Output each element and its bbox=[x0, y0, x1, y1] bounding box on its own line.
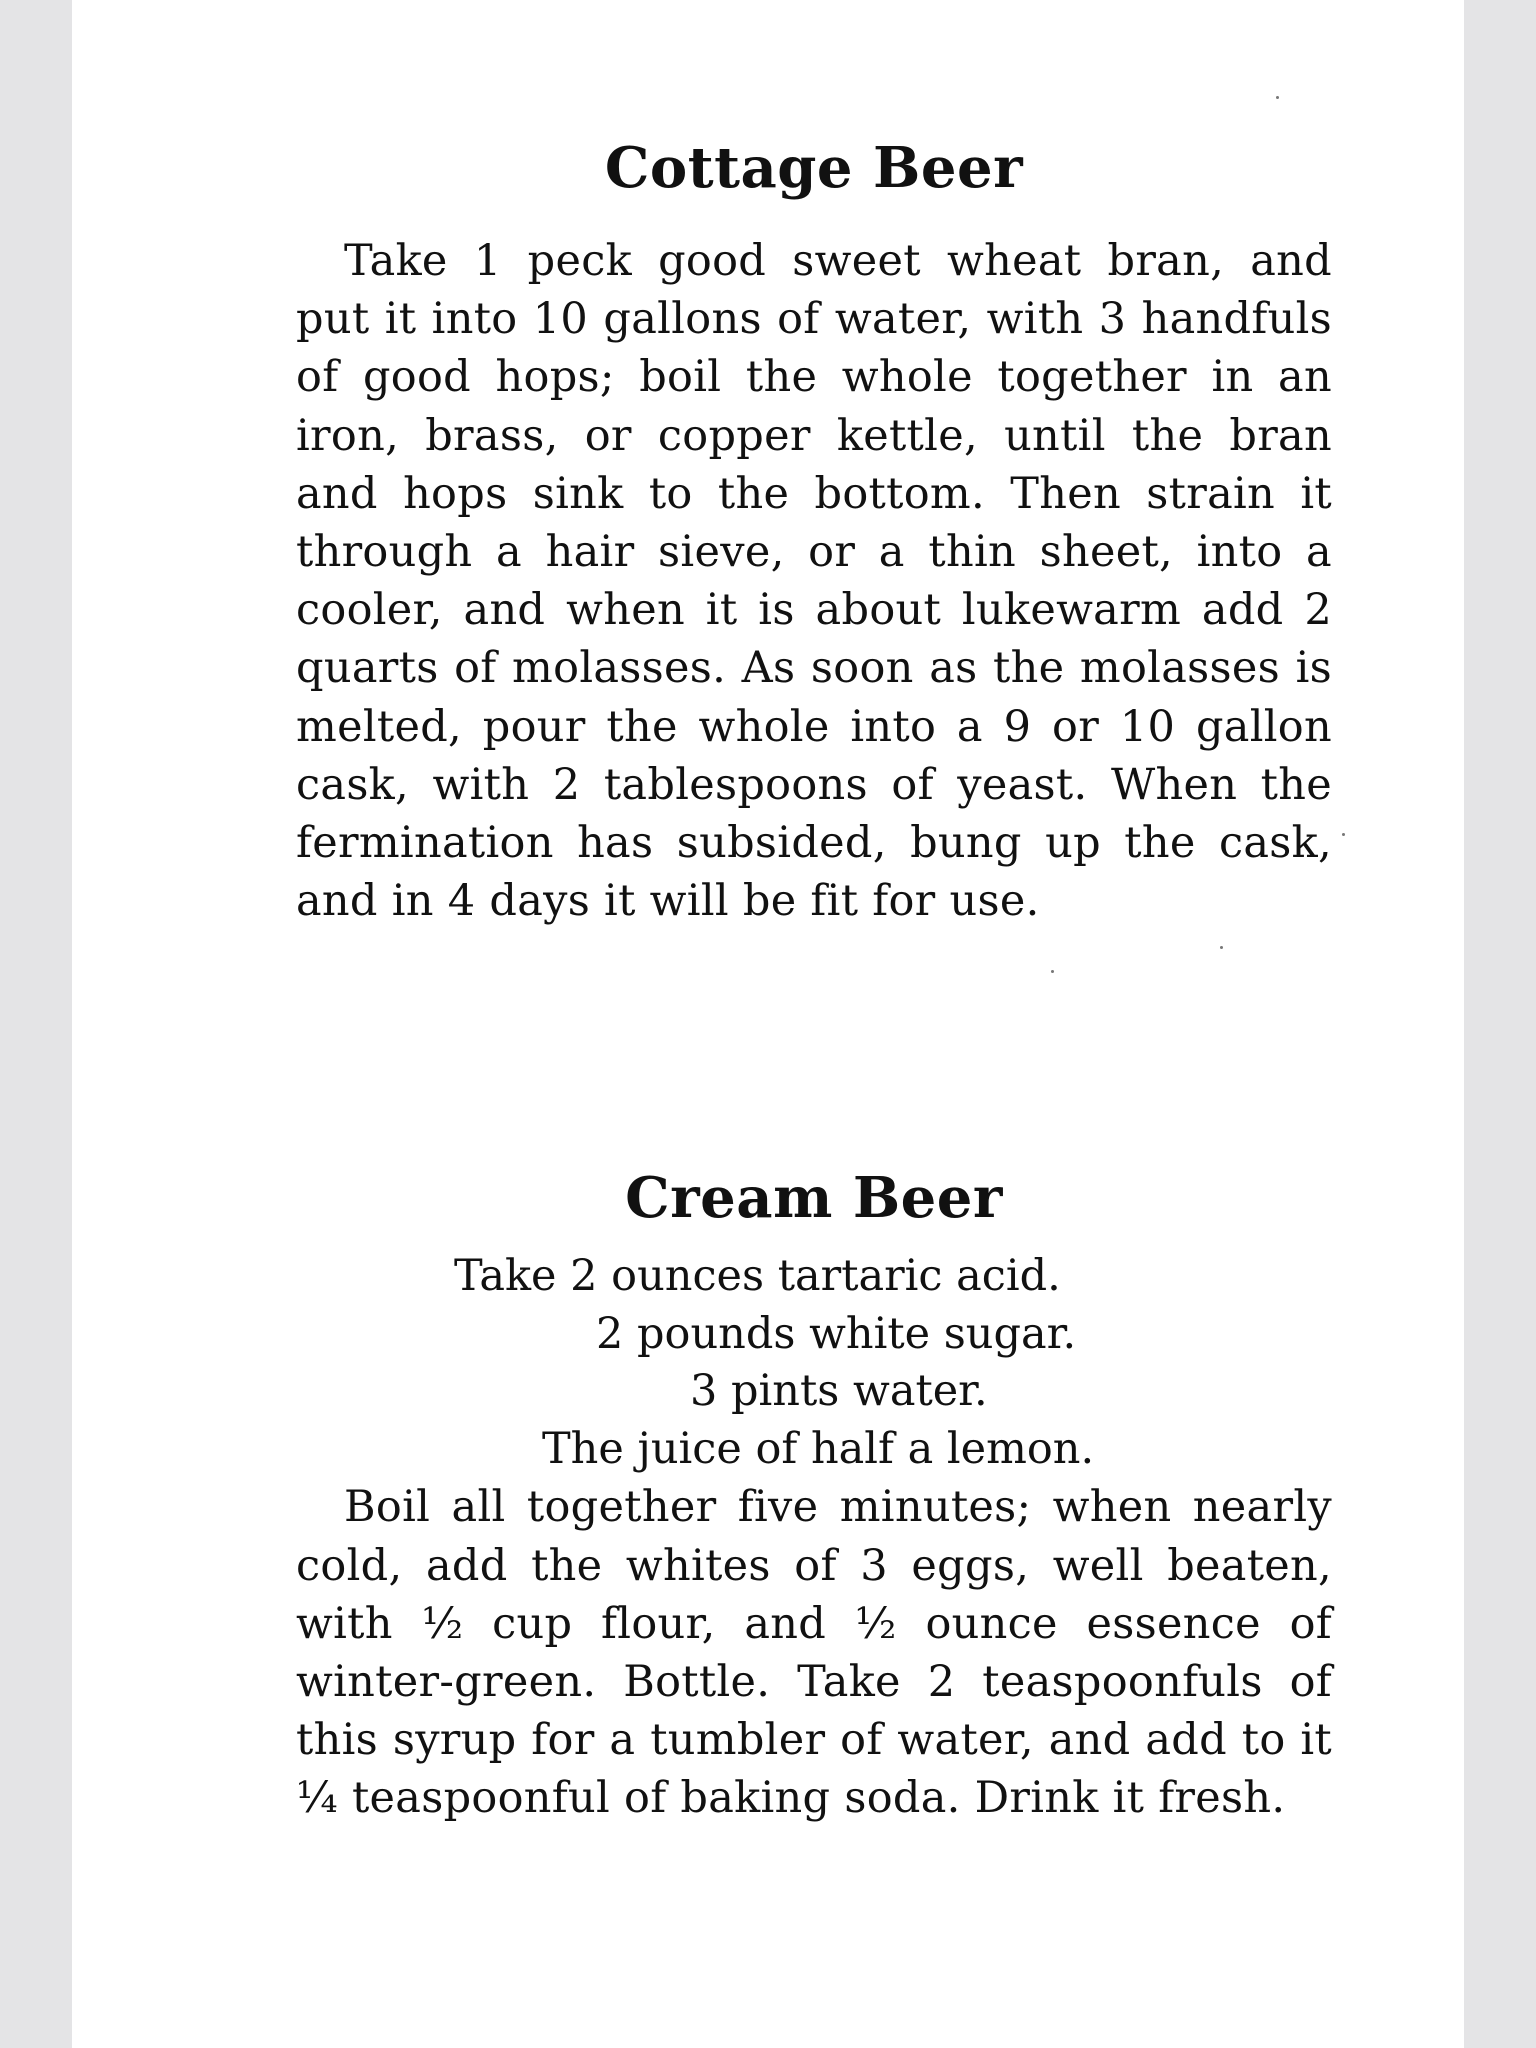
scan-speck bbox=[1342, 833, 1345, 836]
ingredient-line: Take 2 ounces tartaric acid. bbox=[454, 1251, 1061, 1301]
ingredient-line: 2 pounds white sugar. bbox=[596, 1308, 1077, 1359]
ingredient-list bbox=[296, 1248, 1332, 1478]
ingredient-line: 3 pints water. bbox=[690, 1366, 988, 1417]
scan-speck bbox=[1276, 96, 1279, 99]
recipe-instructions-text: Boil all together five minutes; when nearly cold, add the whites of 3 eggs, well beaten, with ½ cup flour, and ½ ounce essence of winter-green. Bottle. Take 2 teaspoonfuls of this syrup for a tumbler of water, and add to it ¼ teaspoonful of baking soda. Drink it fresh. bbox=[296, 1482, 1332, 1824]
recipe-title: Cottage Beer bbox=[604, 135, 1024, 201]
recipe-title: Cream Beer bbox=[625, 1165, 1003, 1231]
scan-speck bbox=[1051, 970, 1054, 973]
book-page bbox=[72, 0, 1464, 2048]
recipe-cottage-beer bbox=[296, 135, 1332, 930]
recipe-instructions bbox=[296, 232, 1332, 930]
recipe-instructions-text: Take 1 peck good sweet wheat bran, and put it into 10 gallons of water, with 3 handfuls of good hops; boil the whole together in an iron, brass, or copper kettle, until the bran and hops sink to the bottom. Then strain it through a hair sieve, or a thin sheet, into a cooler, and when it is about lukewarm add 2 quarts of molasses. As soon as the molasses is melted, pour the whole into a 9 or 10 gallon cask, with 2 tablespoons of yeast. When the fermination has subsided, bung up the cask, and in 4 days it will be fit for use. bbox=[296, 236, 1332, 927]
recipe-instructions bbox=[296, 1478, 1332, 1827]
scan-speck bbox=[1220, 946, 1223, 949]
ingredient-line: The juice of half a lemon. bbox=[542, 1423, 1095, 1474]
recipe-cream-beer bbox=[296, 1165, 1332, 1828]
